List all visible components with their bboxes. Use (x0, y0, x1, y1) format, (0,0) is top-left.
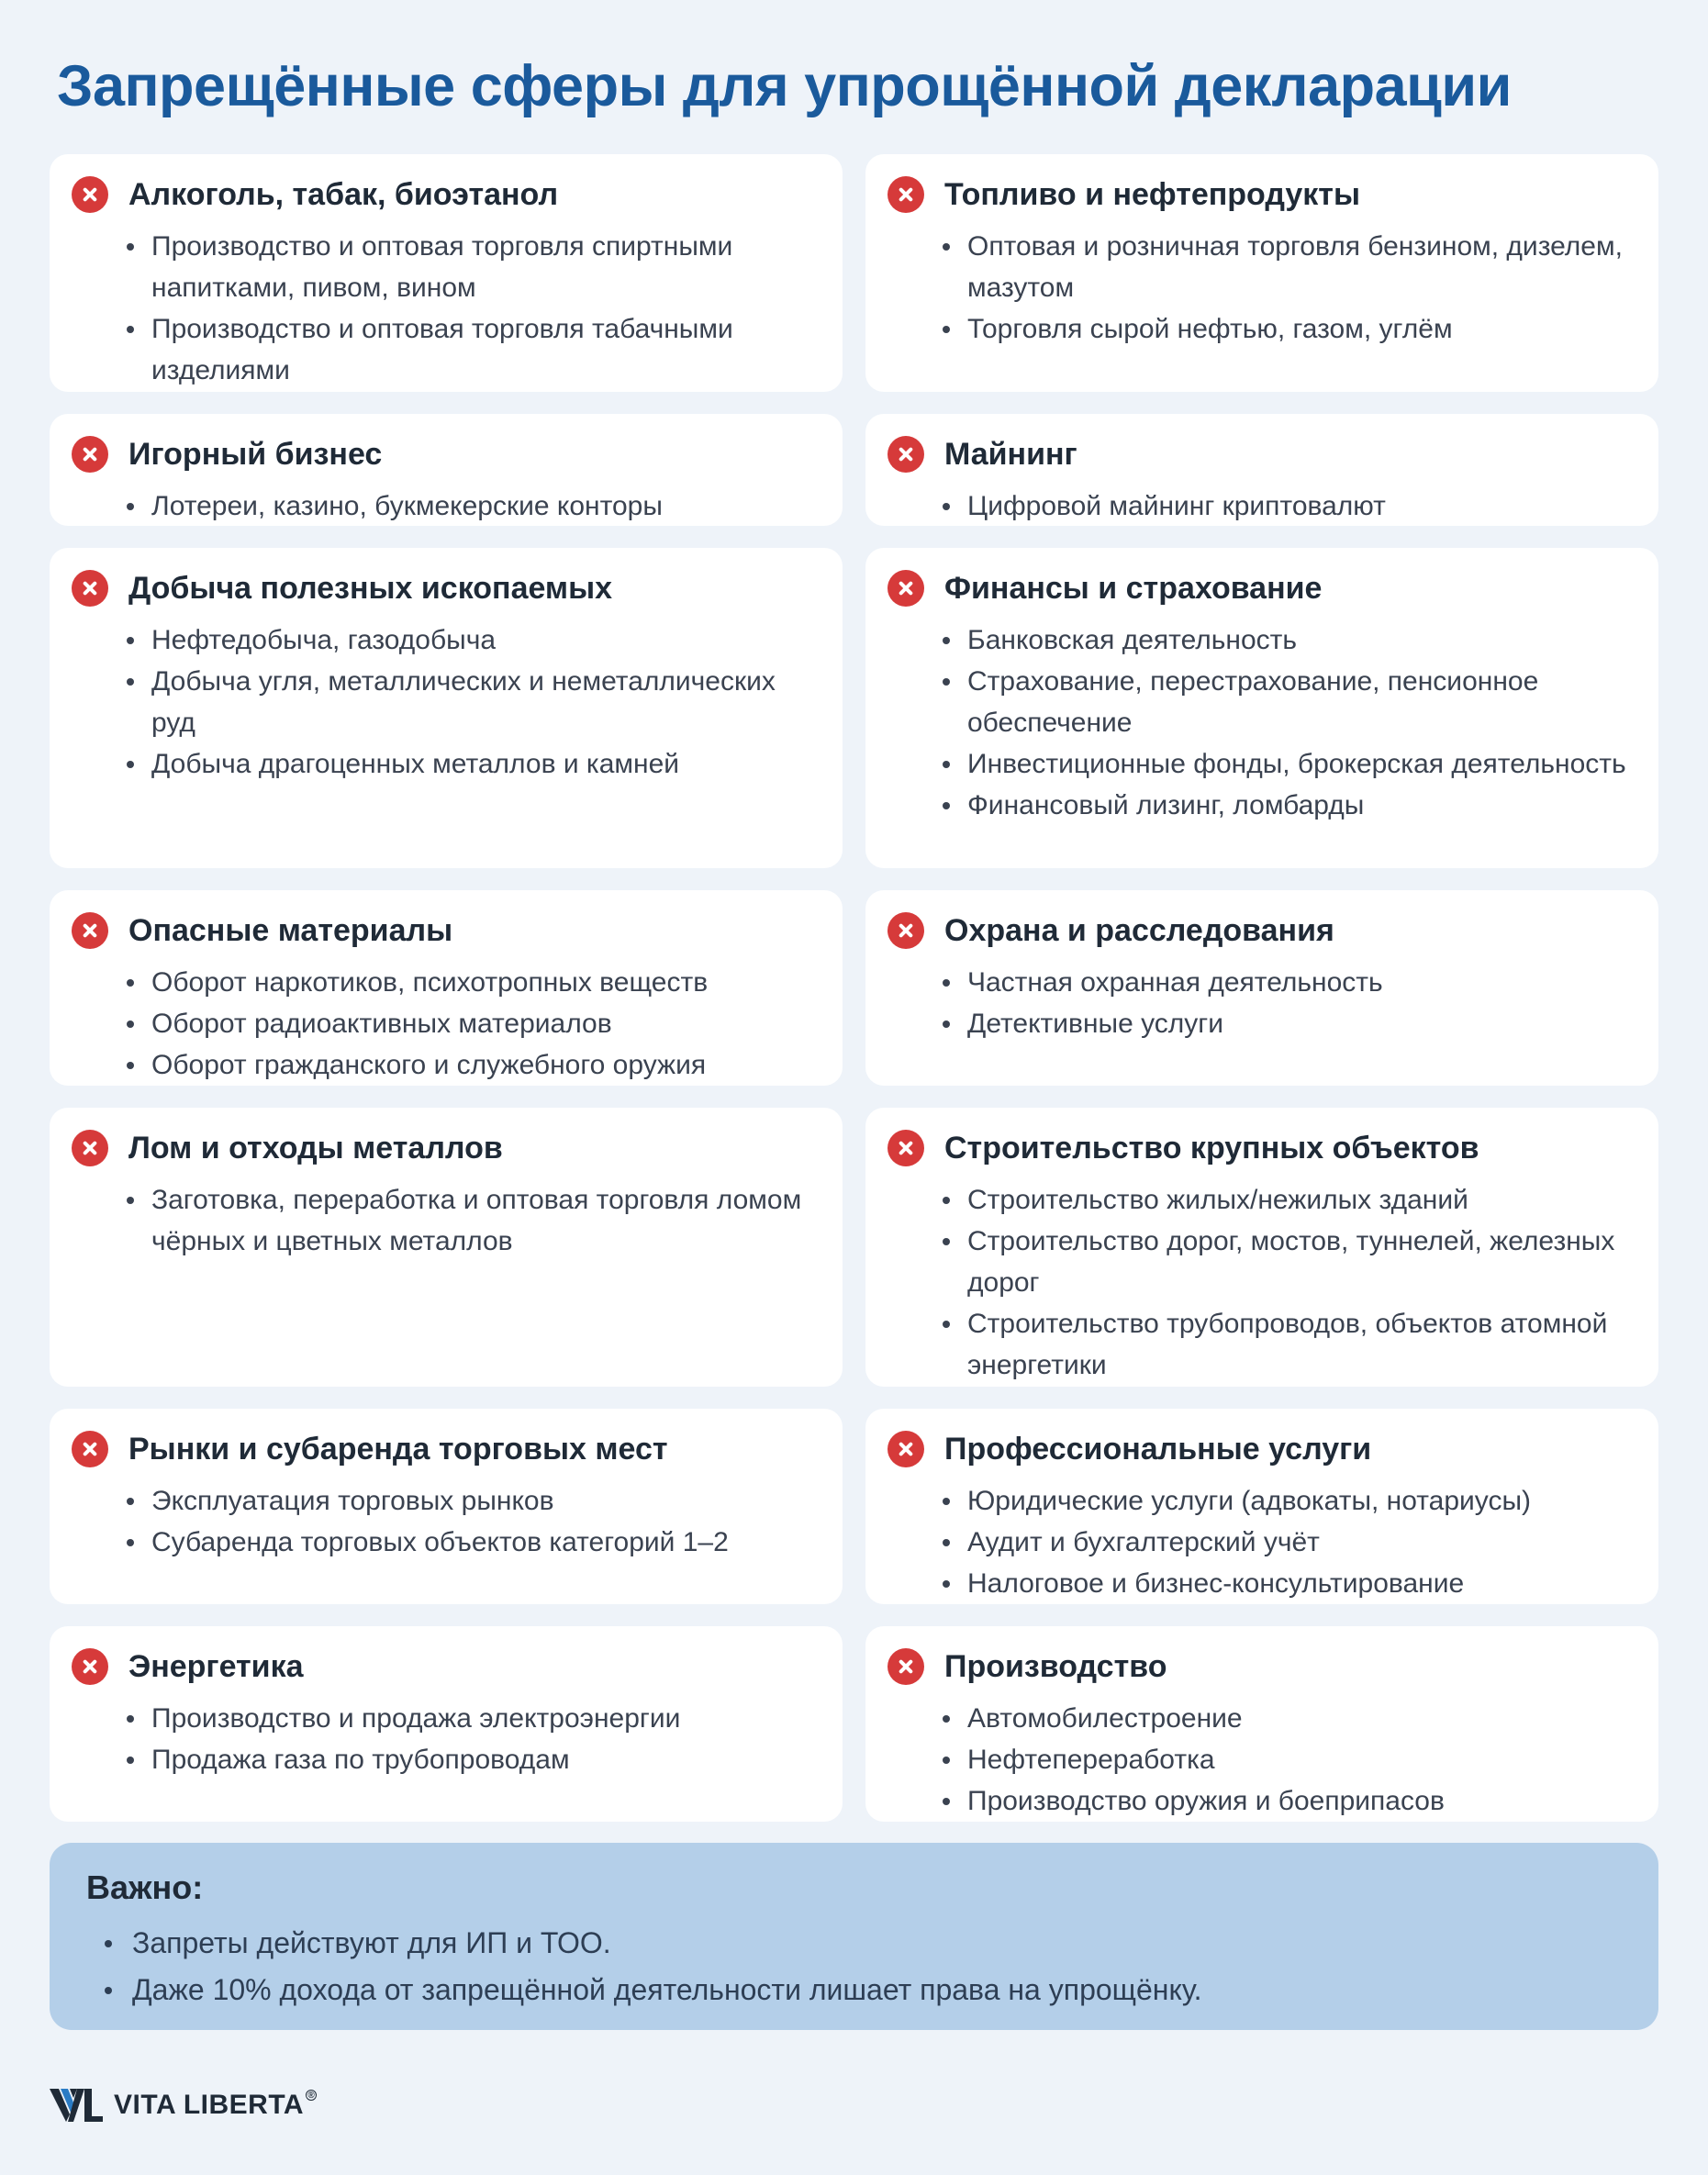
list-item: Эксплуатация торговых рынков (151, 1480, 821, 1522)
list-item: Производство оружия и боеприпасов (966, 1780, 1636, 1822)
card-items (151, 619, 821, 785)
list-item: Производство и продажа электроэнергии (151, 1698, 821, 1739)
close-icon (887, 1648, 924, 1685)
card-title: Топливо и нефтепродукты (944, 176, 1360, 212)
card-title: Лом и отходы металлов (128, 1130, 503, 1166)
card-items (966, 962, 1636, 1044)
restriction-card (865, 1108, 1658, 1387)
card-header (72, 167, 821, 222)
restriction-card (865, 414, 1658, 526)
card-title: Охрана и расследования (944, 912, 1334, 948)
list-item: Цифровой майнинг криптовалют (966, 485, 1636, 527)
list-item: Аудит и бухгалтерский учёт (966, 1522, 1636, 1563)
list-item: Добыча угля, металлических и неметаллических руд (151, 661, 821, 743)
close-icon (887, 570, 924, 607)
list-item: Оборот наркотиков, психотропных веществ (151, 962, 821, 1003)
restriction-card (50, 1626, 843, 1822)
restriction-card (865, 548, 1658, 868)
list-item: Субаренда торговых объектов категорий 1–2 (151, 1522, 821, 1563)
restriction-card (50, 414, 843, 526)
list-item: Добыча драгоценных металлов и камней (151, 743, 821, 785)
close-icon (72, 176, 108, 213)
list-item: Производство и оптовая торговля табачными изделиями (151, 308, 821, 391)
card-title: Энергетика (128, 1648, 304, 1684)
restriction-card (865, 890, 1658, 1086)
restriction-card (50, 154, 843, 392)
close-icon (887, 1130, 924, 1166)
brand-name: VITA LIBERTA (114, 2090, 305, 2120)
card-title: Финансы и страхование (944, 570, 1323, 606)
list-item: Оборот гражданского и служебного оружия (151, 1044, 821, 1086)
card-title: Игорный бизнес (128, 436, 383, 472)
list-item: Оптовая и розничная торговля бензином, дизелем, мазутом (966, 226, 1636, 308)
card-items (151, 962, 821, 1086)
card-header (887, 903, 1636, 958)
card-header (72, 1121, 821, 1176)
card-header (72, 561, 821, 616)
card-items (966, 485, 1636, 527)
list-item: Частная охранная деятельность (966, 962, 1636, 1003)
card-title: Добыча полезных ископаемых (128, 570, 613, 606)
list-item: Лотереи, казино, букмекерские конторы (151, 485, 821, 527)
card-items (151, 226, 821, 391)
list-item: Страхование, перестрахование, пенсионное обеспечение (966, 661, 1636, 743)
close-icon (887, 912, 924, 949)
list-item: Детективные услуги (966, 1003, 1636, 1044)
note-title: Важно: (86, 1868, 204, 1906)
card-header (887, 1121, 1636, 1176)
list-item: Финансовый лизинг, ломбарды (966, 785, 1636, 826)
card-title: Производство (944, 1648, 1167, 1684)
close-icon (72, 912, 108, 949)
card-items (966, 1179, 1636, 1386)
card-header (887, 167, 1636, 222)
card-title: Алкоголь, табак, биоэтанол (128, 176, 559, 212)
list-item: Налоговое и бизнес-консультирование (966, 1563, 1636, 1604)
vita-liberta-logo-icon (50, 2087, 103, 2124)
restriction-card (50, 1409, 843, 1604)
card-items (151, 485, 821, 527)
restriction-card (50, 1108, 843, 1387)
list-item: Банковская деятельность (966, 619, 1636, 661)
restriction-card (865, 1626, 1658, 1822)
page-title: Запрещённые сферы для упрощённой декларации (57, 54, 1512, 118)
restricted-areas-grid (50, 154, 1658, 1822)
close-icon (72, 1648, 108, 1685)
list-item: Нефтепереработка (966, 1739, 1636, 1780)
card-items (966, 619, 1636, 826)
list-item: Продажа газа по трубопроводам (151, 1739, 821, 1780)
close-icon (72, 1431, 108, 1467)
card-items (966, 1698, 1636, 1822)
card-header (887, 1639, 1636, 1694)
close-icon (72, 436, 108, 473)
restriction-card (50, 890, 843, 1086)
card-header (72, 427, 821, 482)
card-title: Опасные материалы (128, 912, 453, 948)
restriction-card (865, 1409, 1658, 1604)
note-item: Запреты действуют для ИП и ТОО. (132, 1920, 1622, 1967)
list-item: Инвестиционные фонды, брокерская деятельность (966, 743, 1636, 785)
card-items (151, 1480, 821, 1563)
important-note (50, 1843, 1658, 2030)
list-item: Автомобилестроение (966, 1698, 1636, 1739)
list-item: Строительство трубопроводов, объектов атомной энергетики (966, 1303, 1636, 1386)
list-item: Заготовка, переработка и оптовая торговля ломом чёрных и цветных металлов (151, 1179, 821, 1262)
card-header (72, 1422, 821, 1477)
brand (50, 2087, 317, 2124)
list-item: Оборот радиоактивных материалов (151, 1003, 821, 1044)
list-item: Производство и оптовая торговля спиртными напитками, пивом, вином (151, 226, 821, 308)
card-items (151, 1698, 821, 1780)
restriction-card (50, 548, 843, 868)
list-item: Юридические услуги (адвокаты, нотариусы) (966, 1480, 1636, 1522)
card-items (151, 1179, 821, 1262)
card-header (72, 1639, 821, 1694)
list-item: Нефтедобыча, газодобыча (151, 619, 821, 661)
card-title: Рынки и субаренда торговых мест (128, 1431, 668, 1467)
list-item: Строительство жилых/нежилых зданий (966, 1179, 1636, 1221)
close-icon (887, 436, 924, 473)
card-items (966, 1480, 1636, 1604)
card-header (887, 427, 1636, 482)
note-item: Даже 10% дохода от запрещённой деятельности лишает права на упрощёнку. (132, 1967, 1622, 2013)
card-header (72, 903, 821, 958)
close-icon (72, 570, 108, 607)
restriction-card (865, 154, 1658, 392)
card-title: Профессиональные услуги (944, 1431, 1372, 1467)
card-header (887, 561, 1636, 616)
close-icon (887, 176, 924, 213)
list-item: Строительство дорог, мостов, туннелей, железных дорог (966, 1221, 1636, 1303)
card-items (966, 226, 1636, 350)
close-icon (72, 1130, 108, 1166)
card-header (887, 1422, 1636, 1477)
close-icon (887, 1431, 924, 1467)
card-title: Майнинг (944, 436, 1077, 472)
note-items (132, 1920, 1622, 2013)
list-item: Торговля сырой нефтью, газом, углём (966, 308, 1636, 350)
card-title: Строительство крупных объектов (944, 1130, 1479, 1166)
registered-mark: ® (306, 2090, 317, 2101)
